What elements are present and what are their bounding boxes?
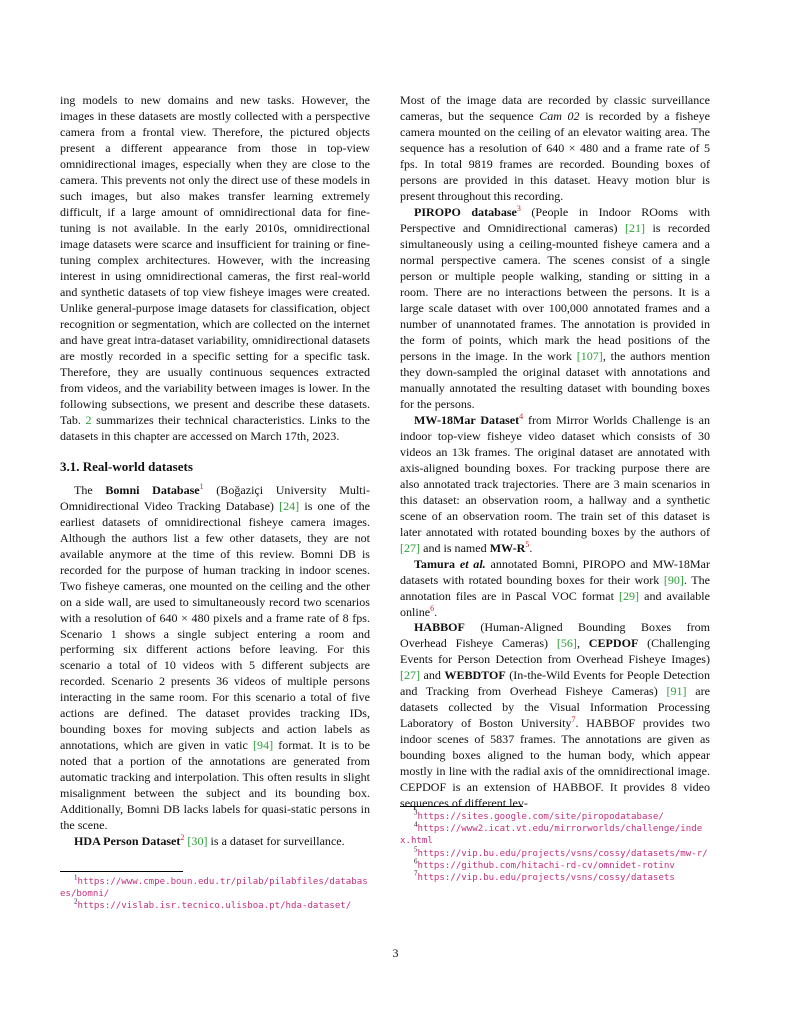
bomni-paragraph: The Bomni Database$^1$ (Boğaziçi University Multi-Omnidirectional Video Tracking Database) [24] is one of the earliest datasets of omnidirectional fisheye camera images. Although the authors list a few other datasets, they are not available anymore at the time of this review. Bomni DB is recorded for the purpose of human tracking in indoor scenes. Two fisheye cameras, one mounted on the ceiling and the other on a side wall, are used to simultaneously record two scenarios with a resolution of 640 × 480 pixels and a frame rate of 8 fps. Scenario 1 shows a single subject entering a room and performing six different actions before leaving. For this scenario a total of 10 videos with 5 different subjects are recorded. Scenario 2 presents 36 videos of multiple persons interacting in the same room. For this scenario a total of five actions are defined. The dataset provides tracking IDs, bounding boxes for moving subjects and action labels as annotations, which are given in vatic [94] format. It is to be noted that a portion of the annotations are generated from automatic tracking and interpolation. This often results in slight misalignment between the subject and its bounding box. Additionally, Bomni DB lacks labels for quasi-static persons in the scene. [60,481,371,833]
left-column [60,93,370,850]
footnote-item: $^4$https://www2.icat.vt.edu/mirrorworlds/challenge/index.html [400,820,703,847]
citation-link[interactable]: [91] [666,684,687,699]
piropo-paragraph: PIROPO database$^3$ (People in Indoor ROoms with Perspective and Omnidirectional cameras) [21] is recorded simultaneously using a ceiling-mounted fisheye camera and a normal perspective camera. The scenes consist of a single person or multiple people walking, standing or sitting in a room. There are no interactions between the persons. It is a large scale dataset with over 100,000 annotated frames and a number of unannotated frames. The annotation is provided in the form of points, which mark the head positions of the persons in the image. In the work [107], the authors mention they down-sampled the original dataset with annotations and manually annotated the resulting dataset with bounding boxes for the persons. [400,203,711,411]
footnote-item: $^3$https://sites.google.com/site/piropodatabase/ [414,808,664,822]
footnotes-right [400,808,710,884]
footnotes-left [60,873,370,913]
footnote-mark[interactable]: 5 [525,539,530,549]
citation-link[interactable]: [56] [556,636,577,651]
citation-link[interactable]: [30] [187,834,208,849]
citation-link[interactable]: [24] [279,498,300,513]
footnote-item: $^7$https://vip.bu.edu/projects/vsns/cossy/datasets [414,869,675,884]
page-number: 3 [392,946,399,960]
section-heading: 3.1. Real-world datasets [60,458,193,474]
citation-link[interactable]: [21] [624,220,646,235]
footnote-mark[interactable]: 4 [519,411,524,421]
right-column [400,93,710,812]
citation-link[interactable]: [90] [663,572,684,587]
citation-link[interactable]: [29] [618,588,640,603]
footnote-url[interactable]: https://vip.bu.edu/projects/vsns/cossy/datasets/mw-r/ [417,848,708,859]
citation-link[interactable]: [107] [576,348,603,363]
mw-paragraph: MW-18Mar Dataset$^4$ from Mirror Worlds Challenge is an indoor top-view fisheye video dataset which consists of 30 videos an 13k frames. The original dataset are annotated with axis-aligned bounding boxes. For tracking purpose there are also annotated track trajectories. There are 3 main scenarios in this dataset: an observation room, a hallway and a synthetic scene of an observation room. The train set of this dataset is later annotated with rotated bounding boxes by the authors of [27] and is named MW-R$^5$. [400,411,710,555]
citation-link[interactable]: [27] [400,540,421,555]
footnote-item: $^1$https://www.cmpe.boun.edu.tr/pilab/pilabfiles/databases/bomni/ [60,873,368,900]
footnote-mark[interactable]: 1 [199,481,204,491]
footnote-rule [400,806,523,807]
table-ref-link[interactable]: 2 [85,412,92,427]
footnote-rule [60,871,183,872]
footnote-item: $^5$https://vip.bu.edu/projects/vsns/cossy/datasets/mw-r/ [414,845,708,859]
habbof-paragraph: HABBOF (Human-Aligned Bounding Boxes from Overhead Fisheye Cameras) [56], CEPDOF (Challenging Events for Person Detection from Overhead Fisheye Images) [27] and WEBDTOF (In-the-Wild Events for People Detection and Tracking from Overhead Fisheye Cameras) [91] are datasets collected by the Visual Information Processing Laboratory of Boston University$^7$. HABBOF provides two indoor scenes of 5837 frames. The annotations are given as bounding boxes aligned to the human body, which appear mostly in line with the radial axis of the omnidirectional image. CEPDOF is an extension of HABBOF. It provides 8 video sequences of different lev- [400,620,711,811]
footnote-mark[interactable]: 2 [180,833,185,843]
hda-continued-paragraph: Most of the image data are recorded by classic surveillance cameras, but the sequence Cam 02 is recorded by a fisheye camera mounted on the ceiling of an elevator waiting area. The sequence has a resolution of 640 × 480 and a frame rate of 5 fps. In total 9819 frames are recorded. Bounding boxes of persons are provided in this dataset. Heavy motion blur is present throughout this recording. [400,93,710,203]
footnote-url[interactable]: https://www2.icat.vt.edu/mirrorworlds/challenge/index.html [400,824,703,847]
intro-paragraph: ing models to new domains and new tasks. However, the images in these datasets are mostly collected with a perspective camera from a frontal view. Therefore, the pictured objects present a different appearance from those in top-view omnidirectional images, especially when they are close to the camera. This prevents not only the direct use of these models in such images, but also makes transfer learning extremely difficult, if a large amount of omnidirectional data for fine-tuning is not available. In the early 2010s, omnidirectional image datasets were scarce and insufficient for training or fine-tuning complex architectures. However, with the increasing interest in using omnidirectional cameras, the first real-world and synthetic datasets of top view fisheye images were created. Unlike general-purpose image datasets for classification, object recognition or segmentation, which are collected on the internet and have great intra-dataset variability, omnidirectional datasets are mostly recorded in a specific setting for a specific task. Therefore, they are usually continuous sequences extracted from videos, and the variability between images is lower. In the following subsections, we present and describe these datasets. Tab. 2 summarizes their technical characteristics. Links to the datasets in this chapter are accessed on March 17th, 2023. [60,93,371,443]
footnote-url[interactable]: https://github.com/hitachi-rd-cv/omnidet-rotinv [417,860,675,871]
footnote-item: $^6$https://github.com/hitachi-rd-cv/omnidet-rotinv [414,857,675,871]
footnote-url[interactable]: https://vislab.isr.tecnico.ulisboa.pt/hda-dataset/ [77,901,352,912]
footnote-url[interactable]: https://www.cmpe.boun.edu.tr/pilab/pilabfiles/databases/bomni/ [60,877,368,900]
footnote-mark[interactable]: 7 [571,715,576,725]
citation-link[interactable]: [94] [253,738,274,753]
footnote-item: $^2$https://vislab.isr.tecnico.ulisboa.pt/hda-dataset/ [74,898,352,912]
footnote-mark[interactable]: 3 [516,203,521,213]
tamura-paragraph: Tamura et al. annotated Bomni, PIROPO and MW-18Mar datasets with rotated bounding boxes for their work [90]. The annotation files are in Pascal VOC format [29] and available online$^6$. [400,556,711,619]
hda-paragraph: HDA Person Dataset$^2$ [30] is a dataset for surveillance. [74,833,345,849]
footnote-mark[interactable]: 6 [430,603,435,613]
footnote-url[interactable]: https://sites.google.com/site/piropodatabase/ [417,812,664,822]
citation-link[interactable]: [27] [400,668,421,683]
footnote-url[interactable]: https://vip.bu.edu/projects/vsns/cossy/datasets [417,873,675,884]
